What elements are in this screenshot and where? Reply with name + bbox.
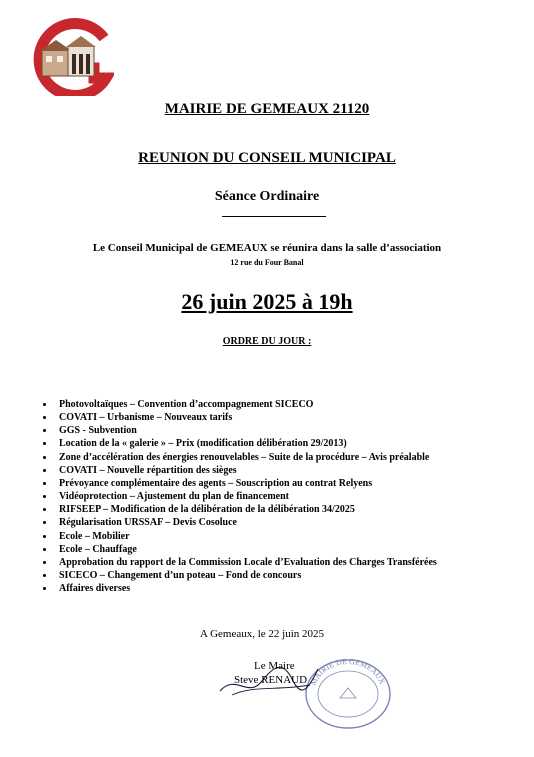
place-date: A Gemeaux, le 22 juin 2025 [200, 628, 325, 640]
agenda-item: Photovoltaïques – Convention d’accompagnement SICECO [40, 398, 437, 411]
agenda-title: ORDRE DU JOUR : [222, 336, 312, 347]
meeting-date-time: 26 juin 2025 à 19h [181, 289, 353, 314]
mayor-office-title: MAIRIE DE GEMEAUX 21120 [164, 101, 370, 117]
stamp-text: MAIRIE DE GEMEAUX [308, 656, 387, 687]
signatory-role: Le Maire [254, 660, 295, 672]
session-type: Séance Ordinaire [214, 189, 320, 204]
agenda-item: Ecole – Mobilier [40, 530, 437, 543]
agenda-item: Zone d’accélération des énergies renouvelables – Suite de la procédure – Avis préalable [40, 451, 437, 464]
meeting-address: 12 rue du Four Banal [230, 258, 304, 267]
agenda-item: Approbation du rapport de la Commission Locale d’Evaluation des Charges Transférées [40, 556, 437, 569]
agenda-item: Régularisation URSSAF – Devis Cosoluce [40, 516, 437, 529]
agenda-item: SICECO – Changement d’un poteau – Fond de concours [40, 569, 437, 582]
agenda-item: Vidéoprotection – Ajustement du plan de financement [40, 490, 437, 503]
agenda-item: COVATI – Nouvelle répartition des sièges [40, 464, 437, 477]
agenda-item: GGS - Subvention [40, 424, 437, 437]
meeting-title: REUNION DU CONSEIL MUNICIPAL [138, 150, 396, 166]
signatory-name: Steve RENAUD [234, 674, 308, 686]
divider [222, 216, 326, 217]
agenda-item: Affaires diverses [40, 582, 437, 595]
gemeaux-logo [24, 18, 114, 96]
intro-line: Le Conseil Municipal de GEMEAUX se réunira dans la salle d’association [92, 242, 442, 254]
agenda-item: COVATI – Urbanisme – Nouveaux tarifs [40, 411, 437, 424]
agenda-item: Location de la « galerie » – Prix (modification délibération 29/2013) [40, 437, 437, 450]
agenda-item: RIFSEEP – Modification de la délibération de la délibération 34/2025 [40, 503, 437, 516]
agenda-item: Prévoyance complémentaire des agents – Souscription au contrat Relyens [40, 477, 437, 490]
agenda-item: Ecole – Chauffage [40, 543, 437, 556]
agenda-list [40, 398, 437, 595]
